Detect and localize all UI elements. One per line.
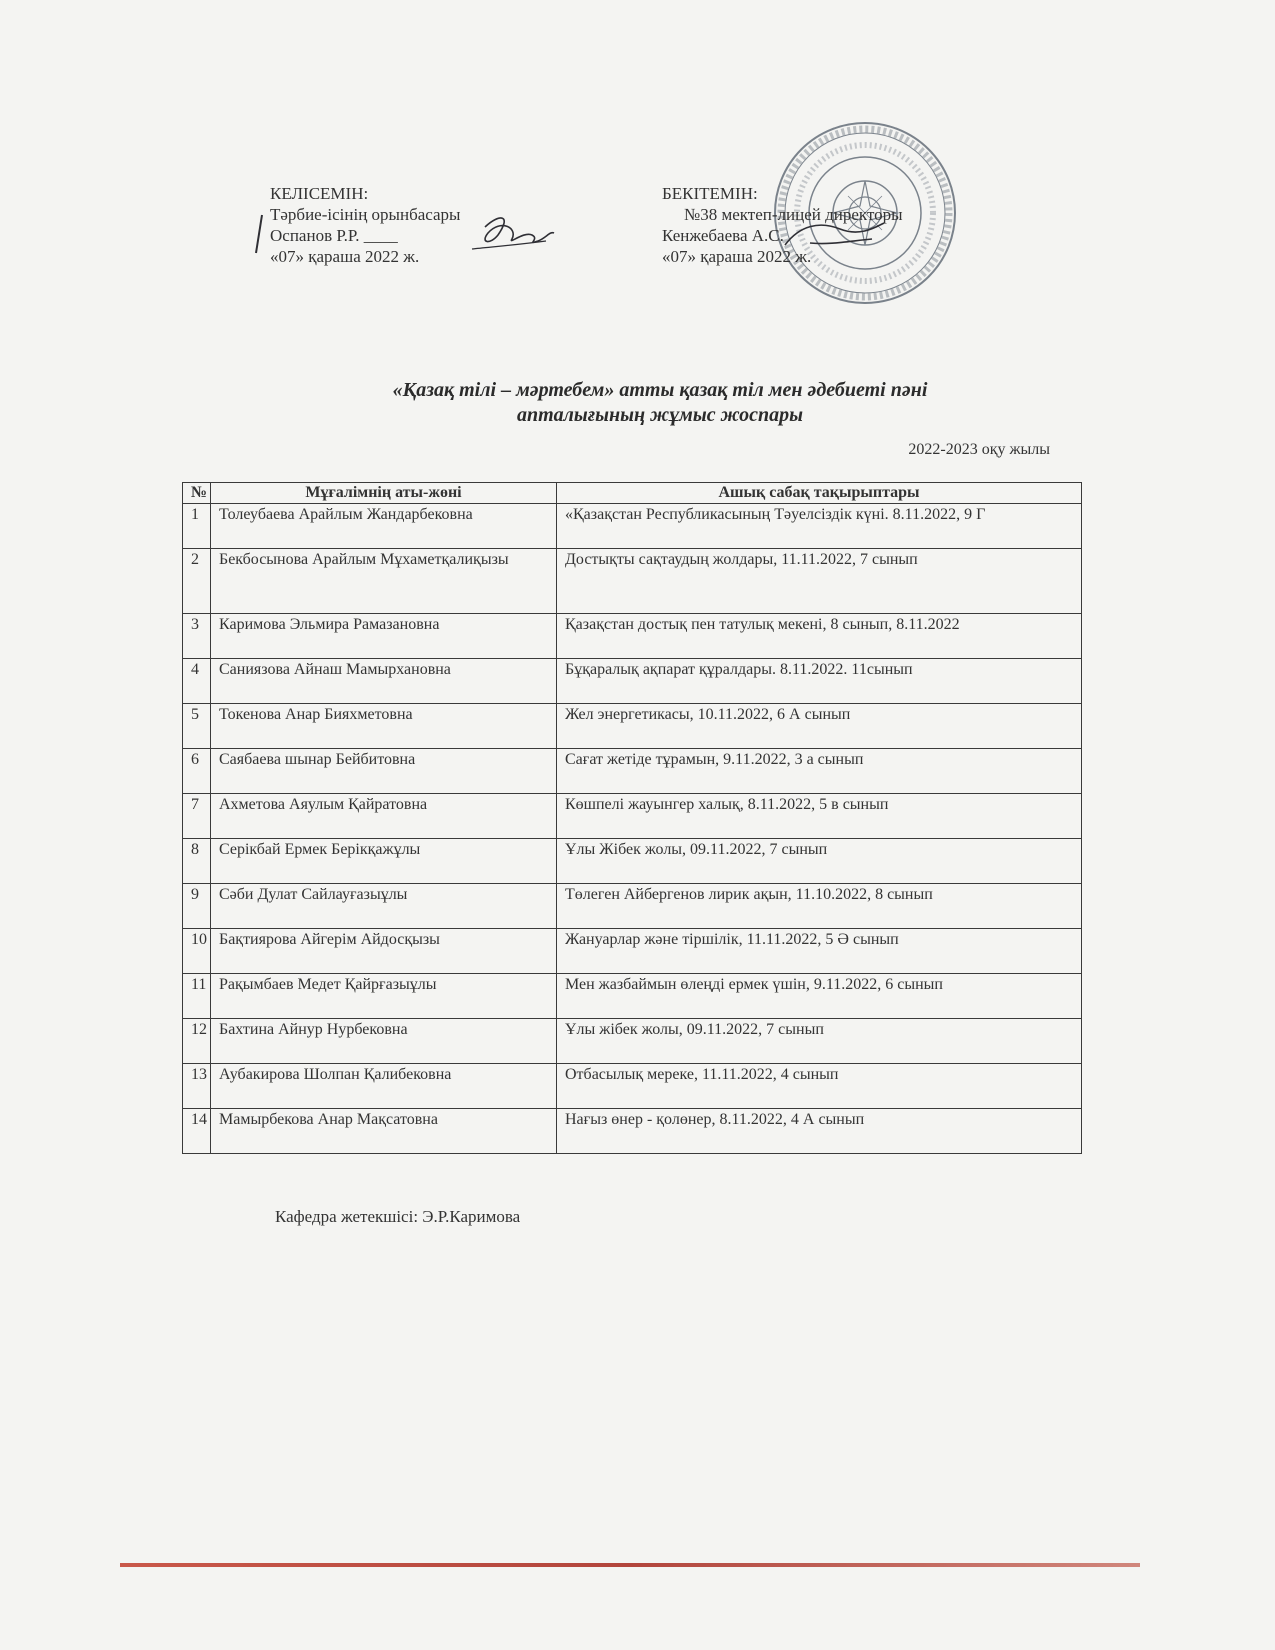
row-number: 13	[183, 1064, 211, 1109]
document-title	[160, 378, 1160, 428]
row-teacher-name: Токенова Анар Бияхметовна	[211, 704, 557, 749]
title-line-1: «Қазақ тілі – мәртебем» атты қазақ тіл мен әдебиеті пәні	[392, 379, 928, 401]
row-number: 6	[183, 749, 211, 794]
row-lesson-topic: Достықты сақтаудың жолдары, 11.11.2022, 7 сынып	[557, 549, 1082, 614]
table-row	[183, 1019, 1082, 1064]
table-row	[183, 1109, 1082, 1154]
table-row	[183, 839, 1082, 884]
agreed-heading: КЕЛІСЕМІН:	[270, 184, 369, 203]
table-row	[183, 549, 1082, 614]
row-teacher-name: Бақтиярова Айгерім Айдосқызы	[211, 929, 557, 974]
agreed-date: «07» қараша 2022 ж.	[270, 247, 420, 266]
table-row	[183, 659, 1082, 704]
table-row	[183, 884, 1082, 929]
agreed-position: Тәрбие-ісінің орынбасары	[270, 205, 461, 224]
row-number: 9	[183, 884, 211, 929]
title-line-2: апталығының жұмыс жоспары	[516, 404, 804, 426]
deputy-signature	[250, 205, 560, 260]
header-teacher-name: Мұғалімнің аты-жөні	[211, 483, 557, 504]
academic-year: 2022-2023 оқу жылы	[908, 441, 1050, 458]
approved-heading: БЕКІТЕМІН:	[662, 184, 758, 203]
table-row	[183, 749, 1082, 794]
row-lesson-topic: Мен жазбаймын өлеңді ермек үшін, 9.11.2022, 6 сынып	[557, 974, 1082, 1019]
table-row	[183, 504, 1082, 549]
row-lesson-topic: Ұлы жібек жолы, 09.11.2022, 7 сынып	[557, 1019, 1082, 1064]
row-number: 12	[183, 1019, 211, 1064]
row-teacher-name: Саябаева шынар Бейбитовна	[211, 749, 557, 794]
row-lesson-topic: Жануарлар және тіршілік, 11.11.2022, 5 Ә сынып	[557, 929, 1082, 974]
header-number: №	[183, 483, 211, 504]
approved-name: Кенжебаева А.С.	[662, 226, 784, 245]
row-teacher-name: Бекбосынова Арайлым Мұхаметқалиқызы	[211, 549, 557, 614]
row-lesson-topic: Сағат жетіде тұрамын, 9.11.2022, 3 а сынып	[557, 749, 1082, 794]
table-row	[183, 974, 1082, 1019]
row-number: 5	[183, 704, 211, 749]
row-number: 10	[183, 929, 211, 974]
row-lesson-topic: Қазақстан достық пен татулық мекені, 8 сынып, 8.11.2022	[557, 614, 1082, 659]
agreed-name: Оспанов Р.Р. ____	[270, 226, 398, 245]
table-row	[183, 1064, 1082, 1109]
row-lesson-topic: Отбасылық мереке, 11.11.2022, 4 сынып	[557, 1064, 1082, 1109]
row-number: 2	[183, 549, 211, 614]
table-row	[183, 929, 1082, 974]
table-row	[183, 704, 1082, 749]
row-lesson-topic: «Қазақстан Республикасының Тәуелсіздік күні. 8.11.2022, 9 Г	[557, 504, 1082, 549]
department-head: Кафедра жетекшісі: Э.Р.Каримова	[275, 1207, 521, 1226]
row-number: 4	[183, 659, 211, 704]
row-lesson-topic: Көшпелі жауынгер халық, 8.11.2022, 5 в сынып	[557, 794, 1082, 839]
row-teacher-name: Саниязова Айнаш Мамырхановна	[211, 659, 557, 704]
row-lesson-topic: Төлеген Айбергенов лирик ақын, 11.10.2022, 8 сынып	[557, 884, 1082, 929]
row-teacher-name: Рақымбаев Медет Қайрғазыұлы	[211, 974, 557, 1019]
row-number: 8	[183, 839, 211, 884]
row-lesson-topic: Нағыз өнер - қолөнер, 8.11.2022, 4 А сынып	[557, 1109, 1082, 1154]
row-number: 11	[183, 974, 211, 1019]
row-teacher-name: Ахметова Аяулым Қайратовна	[211, 794, 557, 839]
table-header-row	[183, 483, 1082, 504]
work-plan-table	[182, 482, 1082, 1154]
row-lesson-topic: Жел энергетикасы, 10.11.2022, 6 А сынып	[557, 704, 1082, 749]
header-lesson-topics: Ашық сабақ тақырыптары	[557, 483, 1082, 504]
row-teacher-name: Аубакирова Шолпан Қалибековна	[211, 1064, 557, 1109]
row-teacher-name: Бахтина Айнур Нурбековна	[211, 1019, 557, 1064]
row-teacher-name: Мамырбекова Анар Мақсатовна	[211, 1109, 557, 1154]
row-lesson-topic: Ұлы Жібек жолы, 09.11.2022, 7 сынып	[557, 839, 1082, 884]
director-signature	[780, 215, 890, 255]
row-teacher-name: Серікбай Ермек Берікқажұлы	[211, 839, 557, 884]
scan-edge-divider	[120, 1563, 1140, 1567]
row-number: 14	[183, 1109, 211, 1154]
approved-date: «07» қараша 2022 ж.	[662, 247, 812, 266]
table-row	[183, 614, 1082, 659]
row-number: 3	[183, 614, 211, 659]
row-number: 1	[183, 504, 211, 549]
row-teacher-name: Толеубаева Арайлым Жандарбековна	[211, 504, 557, 549]
row-lesson-topic: Бұқаралық ақпарат құралдары. 8.11.2022. 11сынып	[557, 659, 1082, 704]
row-number: 7	[183, 794, 211, 839]
approved-position: №38 мектеп-лицей директоры	[684, 205, 903, 224]
table-row	[183, 794, 1082, 839]
row-teacher-name: Каримова Эльмира Рамазановна	[211, 614, 557, 659]
row-teacher-name: Сәби Дулат Сайлауғазыұлы	[211, 884, 557, 929]
